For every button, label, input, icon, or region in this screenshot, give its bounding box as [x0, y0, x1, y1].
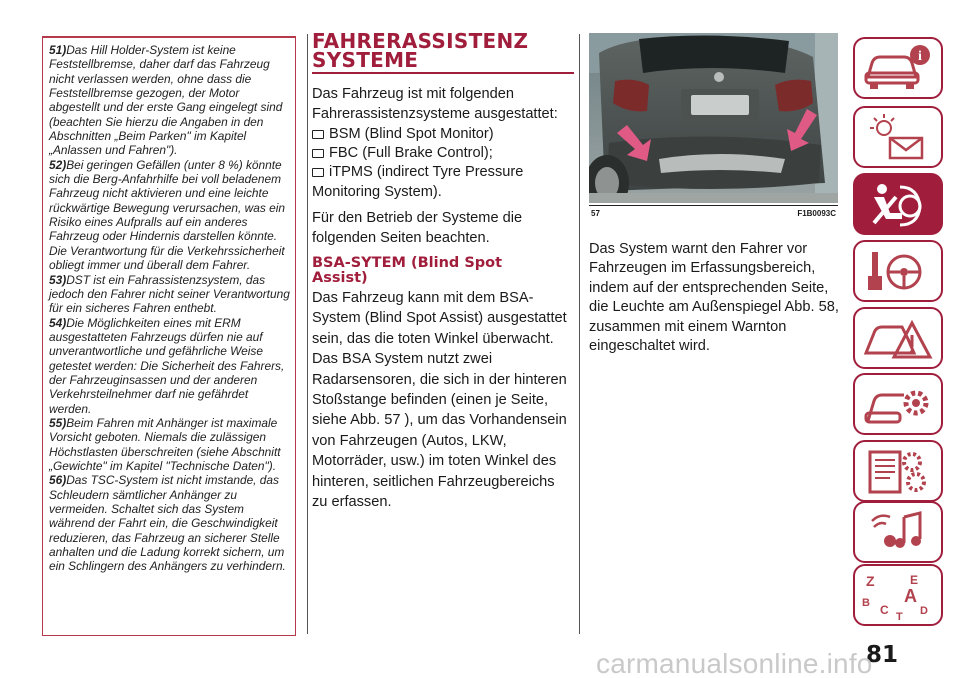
- warning-item: 53)DST ist ein Fahrassistenzsystem, das jedoch den Fahrer nicht seiner Verantwortung für ein sicheres Fahren enthebt.: [49, 272, 290, 316]
- tab-safety[interactable]: [853, 173, 943, 235]
- tab-dashboard[interactable]: [853, 106, 943, 168]
- index-letter: Z: [866, 573, 875, 589]
- warning-item: 56)Das TSC-System ist nicht imstande, das Schleudern sämtlicher Anhänger zu vermeiden. Schaltet sich das System während der Fahrt ein, die Geschwindigkeit reduzieren, das Fahrzeug an sicherer Stelle anhalten und die Ladung korrekt sichern, um ein Schlingern des Anhängers zu verhindern.: [49, 473, 286, 574]
- tab-multimedia[interactable]: [853, 501, 943, 563]
- tab-emergency[interactable]: [853, 307, 943, 369]
- tab-maintenance[interactable]: [853, 373, 943, 435]
- subsection-body: Das Fahrzeug kann mit dem BSA-System (Blind Spot Assist) ausgestattet sein, das die toten Winkel überwacht. Das BSA System nutzt zwei Radarsensoren, die sich in der hinteren Stoßstange befinden (einen je Seite, siehe Abb. 57 ), um das Vorhandensein von Fahrzeugen (Autos, LKW, Motorräder, usw.) im toten Winkel des hinteren, seitlichen Fahrzeugbereichs zu erfassen.: [312, 290, 567, 511]
- emergency-triangle-icon: [860, 313, 936, 363]
- figure-code: F1B0093C: [797, 209, 836, 218]
- index-letter: D: [920, 605, 928, 617]
- technical-data-icon: [860, 446, 936, 496]
- warning-item: 51)Das Hill Holder-System ist keine Feststellbremse, daher darf das Fahrzeug nicht verlassen werden, ohne dass die Feststellbremse gezogen, der Motor abgestellt und der erste Gang eingelegt sind (beachten Sie hierzu die Angaben in den Abschnitten „Beim Parken" im Kapitel „Anlassen und Fahren").: [49, 43, 283, 158]
- car-rear-photo: [589, 33, 838, 203]
- maintenance-gear-icon: [860, 379, 936, 429]
- checkbox-bullet-icon: [312, 168, 324, 177]
- checkbox-bullet-icon: [312, 130, 324, 139]
- checkbox-bullet-icon: [312, 149, 324, 158]
- car-info-icon: [860, 43, 936, 93]
- index-letter: C: [880, 603, 889, 617]
- bullet-item: FBC (Full Brake Control);: [312, 144, 574, 163]
- right-body-text: Das System warnt den Fahrer vor Fahrzeugen im Erfassungsbereich, indem auf der entsprechenden Seite, die Leuchte am Außenspiegel Abb. 58, zusammen mit einem Warnton eingeschaltet wird.: [589, 241, 839, 355]
- dashboard-warning-icon: [860, 112, 936, 162]
- key-steering-wheel-icon: [860, 246, 936, 296]
- warning-item: 55)Beim Fahren mit Anhänger ist maximale Vorsicht geboten. Niemals die zulässigen Höchstlasten überschreiten (siehe Abschnitt „Gewichte" im Kapitel "Technische Daten").: [49, 415, 281, 473]
- section-title: FAHRERASSISTENZ SYSTEME: [312, 32, 574, 74]
- tab-technical-data[interactable]: [853, 440, 943, 502]
- index-letter: E: [910, 573, 919, 587]
- subsection-title: BSA-SYTEM (Blind Spot Assist): [312, 255, 503, 287]
- bullet-continuation: Monitoring System).: [312, 184, 442, 201]
- warning-item: 54)Die Möglichkeiten eines mit ERM ausgestatteten Fahrzeugs dürfen nie auf unverantwortliche und gefährliche Weise getestet werden: Die Sicherheit des Fahrers, der Fahrzeuginsassen und der anderen Verkehrsteilnehmer darf nie gefährdet werden.: [49, 315, 285, 416]
- section-intro: Das Fahrzeug ist mit folgenden Fahrerassistenzsysteme ausgestattet:: [312, 86, 558, 123]
- svg-text:i: i: [918, 49, 922, 64]
- multimedia-icon: [860, 507, 936, 557]
- warnings-box: [42, 36, 296, 636]
- index-letter: A: [904, 586, 917, 606]
- bullet-item: BSM (Blind Spot Monitor): [312, 125, 574, 144]
- middle-column: [312, 29, 574, 512]
- column-divider: [307, 34, 308, 634]
- watermark: carmanualsonline.info: [596, 648, 873, 678]
- page-number: 81: [866, 642, 899, 668]
- seat-airbag-icon: [860, 179, 936, 229]
- index-letters-icon: [860, 570, 936, 620]
- figure-number: 57: [591, 209, 600, 218]
- tab-index[interactable]: [853, 564, 943, 626]
- column-divider: [579, 34, 580, 634]
- figure-photo: [589, 33, 838, 203]
- warning-item: 52)Bei geringen Gefällen (unter 8 %) könnte sich die Berg-Anfahrhilfe bei voll beladenem Fahrzeug nicht aktivieren und eine leichte rückwärtige Bewegung verursachen, was ein Risiko eines Aufpralls auf ein anderes Fahrzeug oder Hindernis darstellen könnte. Die Verantwortung für die Verkehrssicherheit obliegt immer und überall dem Fahrer.: [49, 157, 285, 273]
- tab-starting-driving[interactable]: [853, 240, 943, 302]
- index-letter: T: [896, 611, 903, 620]
- section-note: Für den Betrieb der Systeme die folgenden Seiten beachten.: [312, 209, 523, 246]
- bullet-item: iTPMS (indirect Tyre Pressure: [312, 163, 574, 182]
- tab-vehicle-info[interactable]: [853, 37, 943, 99]
- index-letter: B: [862, 597, 870, 609]
- figure-caption: [589, 205, 838, 219]
